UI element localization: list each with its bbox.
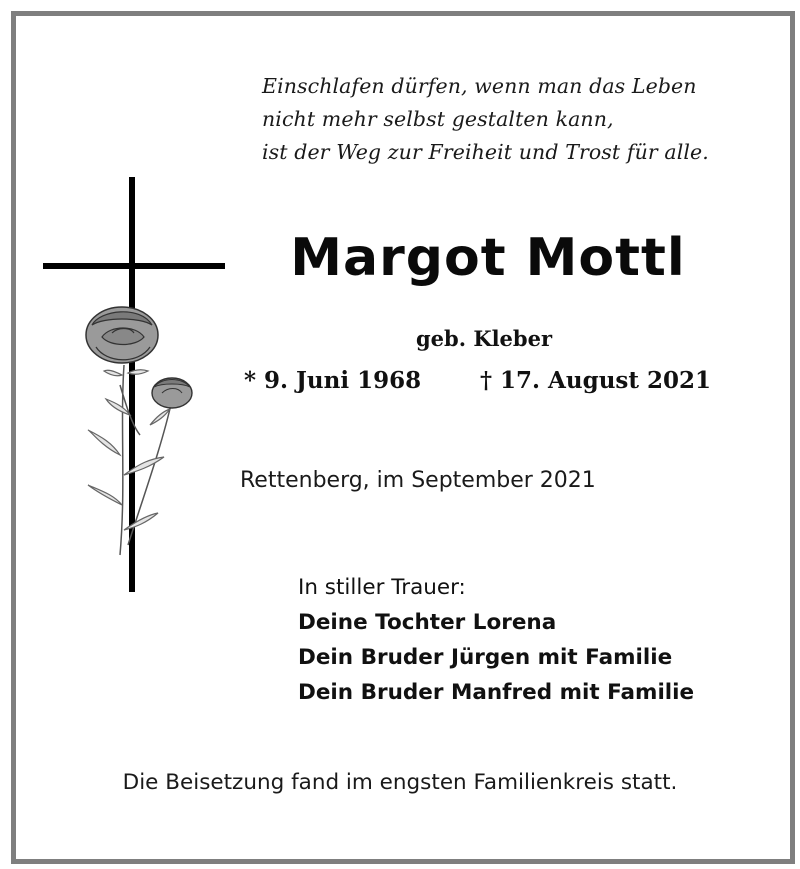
burial-note: Die Beisetzung fand im engsten Familienkreis statt.: [122, 770, 678, 795]
mourners-block: [298, 570, 694, 710]
quote-line: nicht mehr selbst gestalten kann,: [262, 107, 614, 131]
mourner-line: Dein Bruder Manfred mit Familie: [298, 680, 695, 705]
maiden-name: geb. Kleber: [415, 326, 553, 351]
death-date: † 17. August 2021: [480, 367, 712, 394]
epitaph-quote: [262, 70, 742, 169]
large-rose: [86, 307, 158, 363]
birth-date: * 9. Juni 1968: [244, 367, 422, 394]
quote-line: ist der Weg zur Freiheit und Trost für alle.: [262, 140, 709, 164]
cross-horizontal-bar: [43, 263, 225, 269]
mourners-intro: In stiller Trauer:: [298, 575, 466, 600]
cross-with-roses-icon: [40, 175, 230, 595]
small-rose: [152, 378, 192, 408]
mourner-line: Dein Bruder Jürgen mit Familie: [298, 645, 673, 670]
place-and-date: Rettenberg, im September 2021: [240, 468, 596, 493]
quote-line: Einschlafen dürfen, wenn man das Leben: [262, 74, 697, 98]
mourner-line: Deine Tochter Lorena: [298, 610, 557, 635]
cross-vertical-bar: [129, 177, 135, 592]
life-dates: [244, 367, 734, 394]
deceased-name: Margot Mottl: [290, 228, 686, 288]
